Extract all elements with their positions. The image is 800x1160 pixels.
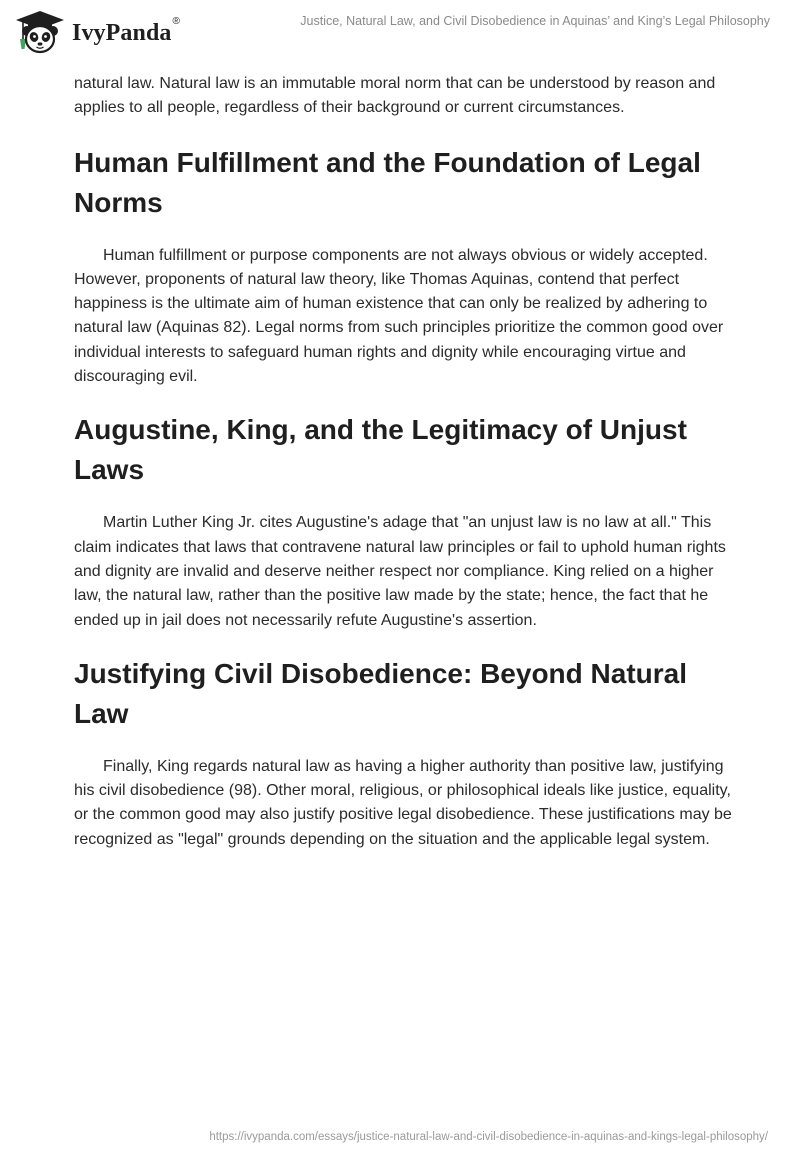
section-heading-civil-disobedience: Justifying Civil Disobedience: Beyond Natural Law <box>74 657 688 729</box>
intro-paragraph: natural law. Natural law is an immutable moral norm that can be understood by reason and applies to all people, regardless of their background or current circumstances. <box>74 75 716 117</box>
section-paragraph-augustine-king: Martin Luther King Jr. cites Augustine's adage that "an unjust law is no law at all." This claim indicates that laws that contravene natural law principles or fail to uphold human rights and dignity are invalid and deserve neither respect nor compliance. King relied on a higher law, the natural law, rather than the positive law made by the state; hence, the fact that he ended up in jail does not necessarily refute Augustine's assertion. <box>74 514 726 629</box>
section-heading-human-fulfillment: Human Fulfillment and the Foundation of Legal Norms <box>74 146 701 218</box>
section-paragraph-human-fulfillment: Human fulfillment or purpose components are not always obvious or widely accepted. However, proponents of natural law theory, like Thomas Aquinas, contend that perfect happiness is the ultimate aim of human existence that can only be realized by adhering to natural law (Aquinas 82). Legal norms from such principles prioritize the common good over individual interests to safeguard human rights and dignity while encouraging virtue and discouraging evil. <box>74 246 724 386</box>
brand-logo[interactable] <box>14 9 180 55</box>
registered-mark: ® <box>172 15 180 27</box>
section-paragraph-civil-disobedience: Finally, King regards natural law as having a higher authority than positive law, justifying his civil disobedience (98). Other moral, religious, or philosophical ideals like justice, equality, or the common good may also justify positive legal disobedience. These justifications may be recognized as "legal" grounds depending on the situation and the applicable legal system. <box>74 757 732 848</box>
essay-content <box>74 72 734 852</box>
source-url[interactable]: https://ivypanda.com/essays/justice-natural-law-and-civil-disobedience-in-aquinas-and-kings-legal-philosophy/ <box>209 1131 768 1143</box>
document-title: Justice, Natural Law, and Civil Disobedience in Aquinas’ and King’s Legal Philosophy <box>300 14 770 28</box>
brand-name: IvyPanda <box>72 19 172 46</box>
page-header <box>0 0 800 64</box>
section-heading-augustine-king: Augustine, King, and the Legitimacy of Unjust Laws <box>74 414 687 486</box>
panda-graduate-icon <box>14 9 66 55</box>
